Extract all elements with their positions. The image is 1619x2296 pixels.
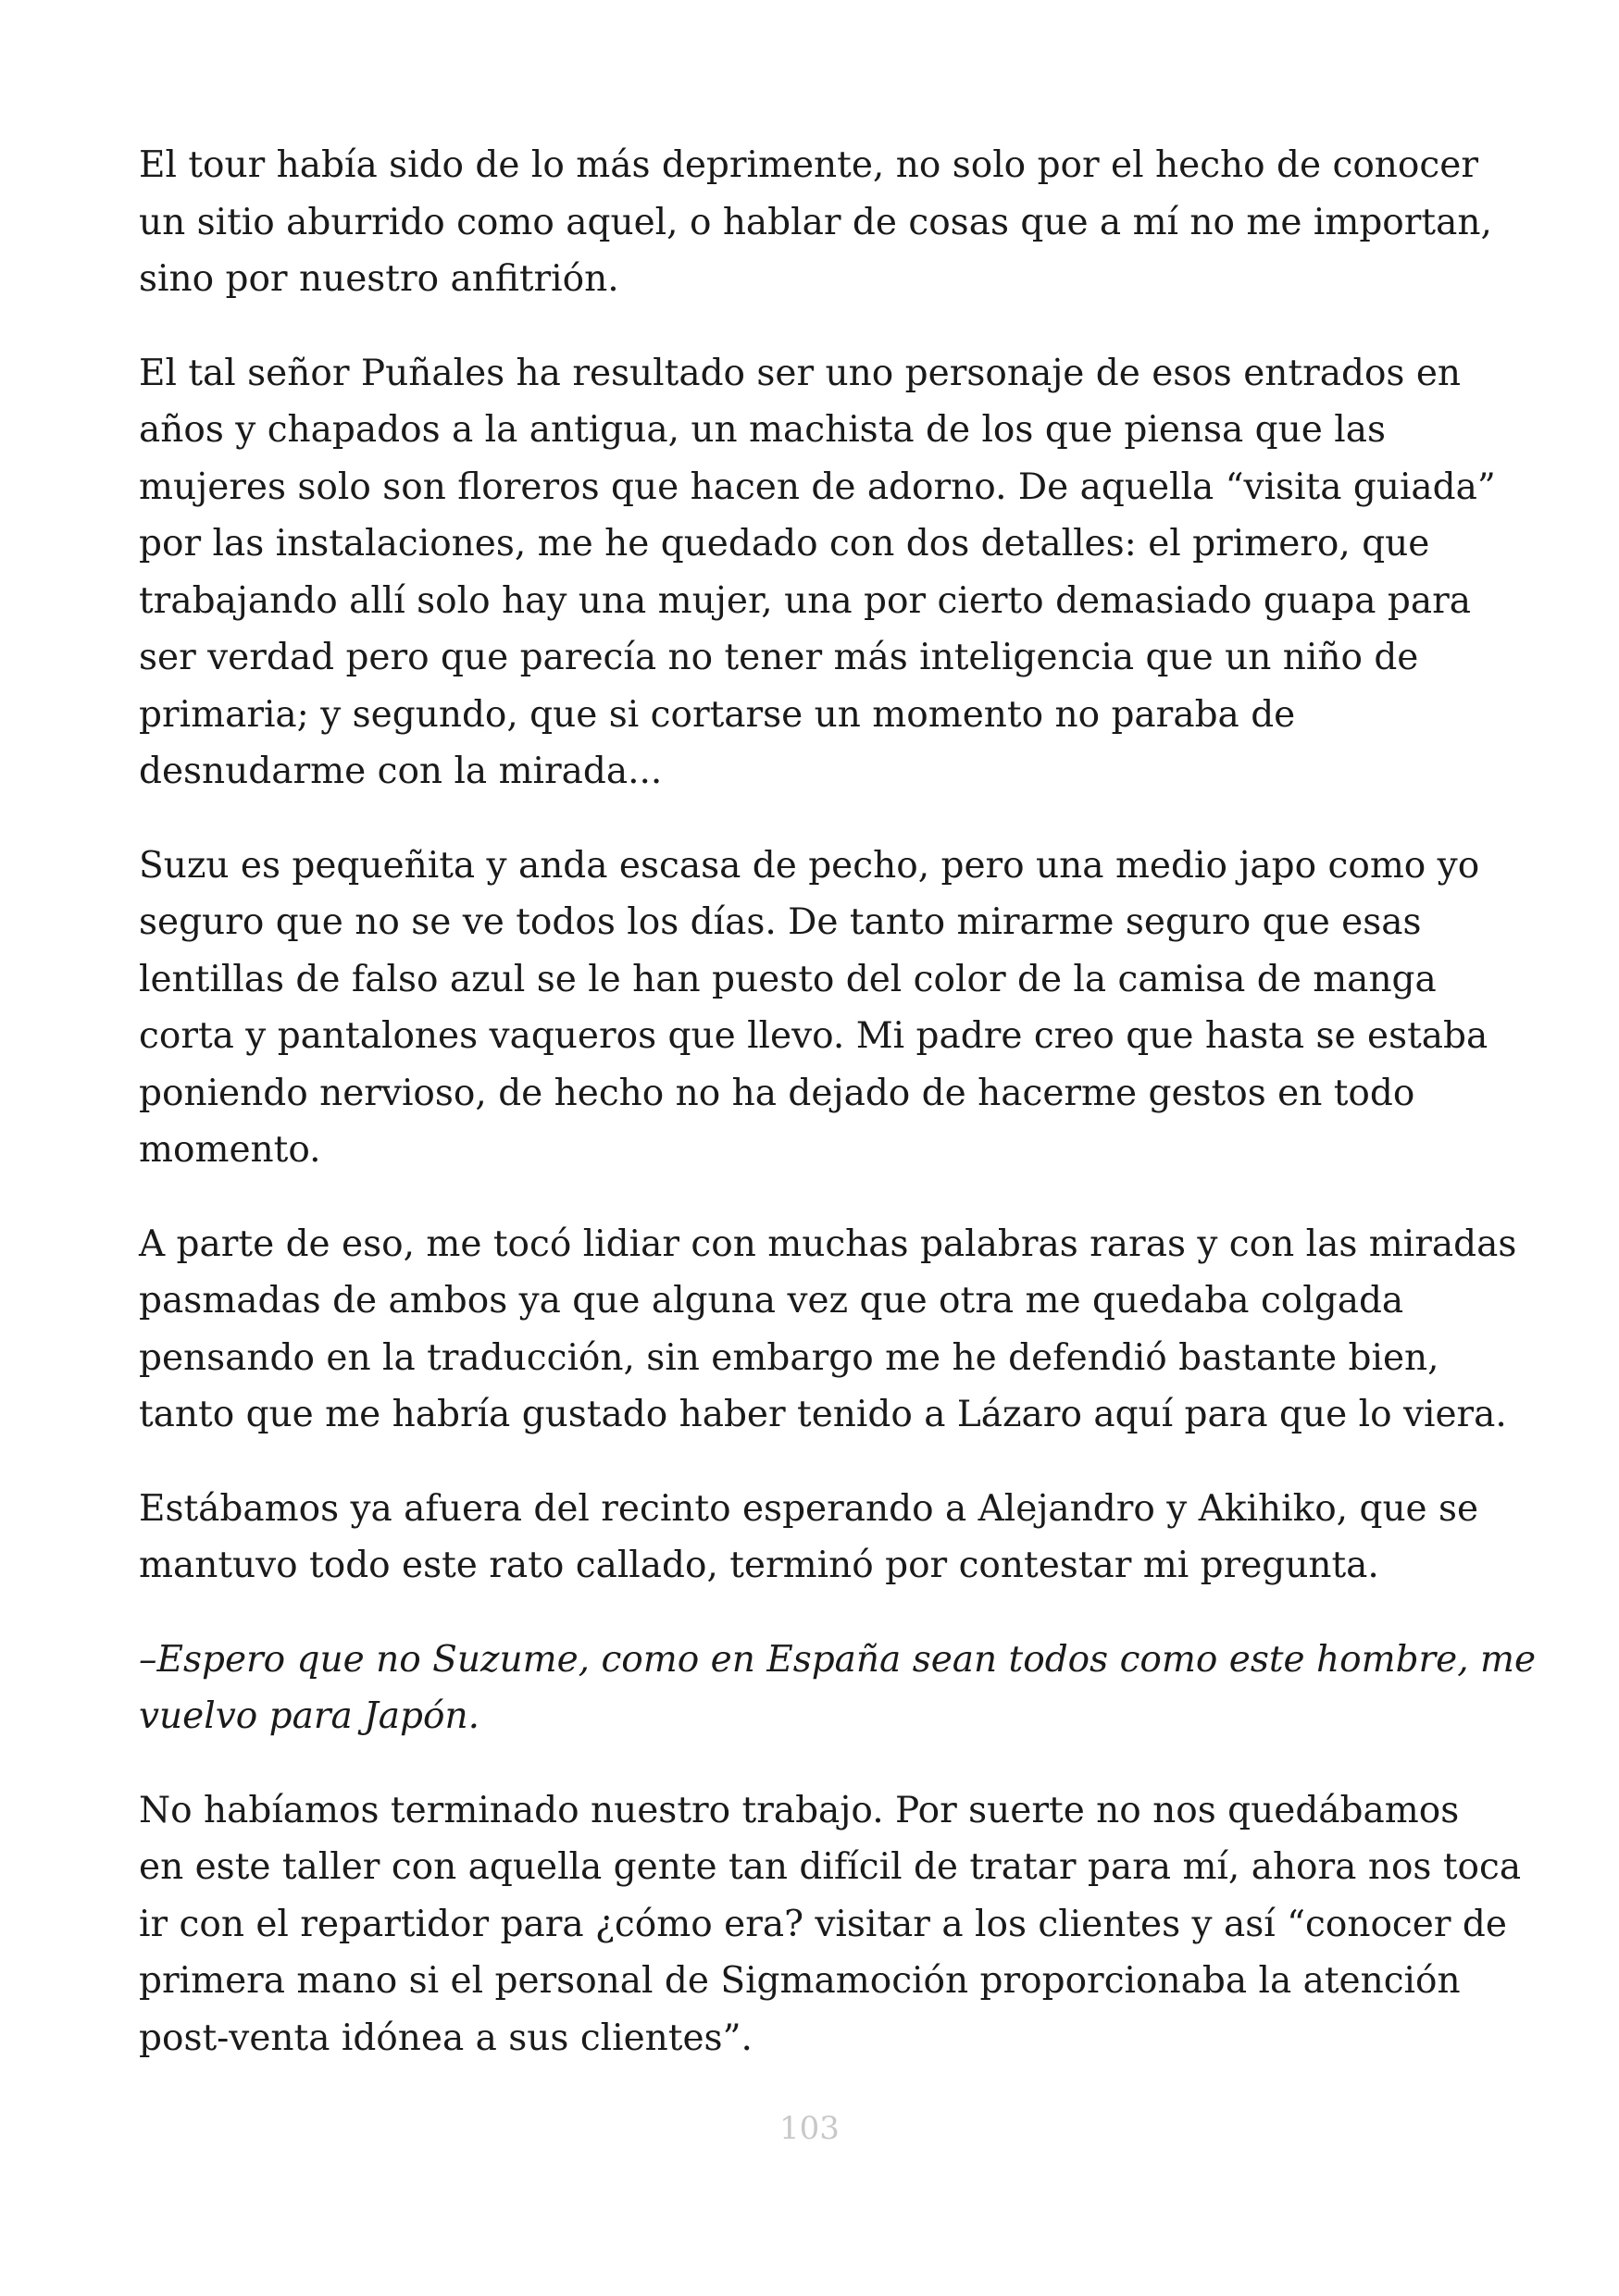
text-line: sino por nuestro anfitrión. [139,258,619,300]
text-line: Estábamos ya afuera del recinto esperando a Alejandro y Akihiko, que se [139,1487,1479,1530]
text-line: mujeres solo son floreros que hacen de adorno. De aquella “visita guiada” [139,465,1496,508]
text-line: años y chapados a la antigua, un machista de los que piensa que las [139,409,1386,451]
text-line: Suzu es pequeñita y anda escasa de pecho, pero una medio japo como yo [139,844,1480,887]
text-line: seguro que no se ve todos los días. De tanto mirarme seguro que esas [139,901,1422,943]
text-line: en este taller con aquella gente tan difícil de tratar para mí, ahora nos toca [139,1846,1522,1888]
text-line: pensando en la traducción, sin embargo me he defendió bastante bien, [139,1336,1439,1379]
paragraph-7 [139,1782,1522,2067]
text-line: poniendo nervioso, de hecho no ha dejado de hacerme gestos en todo [139,1072,1415,1114]
text-line: primaria; y segundo, que si cortarse un momento no paraba de [139,693,1296,736]
paragraph-4 [139,1216,1517,1444]
paragraph-5 [139,1481,1490,1595]
text-line: El tour había sido de lo más deprimente, no solo por el hecho de conocer [139,144,1478,186]
text-line: pasmadas de ambos ya que alguna vez que otra me quedaba colgada [139,1280,1404,1322]
text-line: por las instalaciones, me he quedado con dos detalles: el primero, que [139,523,1430,565]
text-line: No habíamos terminado nuestro trabajo. Por suerte no nos quedábamos [139,1789,1460,1831]
paragraph-1 [139,137,1490,308]
dialogue-paragraph [139,1632,1537,1745]
text-line: mantuvo todo este rato callado, terminó por contestar mi pregunta. [139,1545,1379,1586]
paragraph-3 [139,838,1490,1179]
text-line: ser verdad pero que parecía no tener más inteligencia que un niño de [139,637,1419,678]
text-line: post-venta idónea a sus clientes”. [139,2017,753,2059]
paragraph-2 [139,345,1496,800]
text-line: corta y pantalones vaqueros que llevo. Mi padre creo que hasta se estaba [139,1015,1488,1057]
text-line: El tal señor Puñales ha resultado ser uno personaje de esos entrados en [139,352,1462,394]
text-line: trabajando allí solo hay una mujer, una por cierto demasiado guapa para [139,579,1471,622]
text-line: momento. [139,1129,321,1171]
text-line: desnudarme con la mirada... [139,751,663,792]
text-line: lentillas de falso azul se le han puesto del color de la camisa de manga [139,958,1437,1000]
text-line: primera mano si el personal de Sigmamoción proporcionaba la atención [139,1960,1461,2002]
text-line: ir con el repartidor para ¿cómo era? visitar a los clientes y así “conocer de [139,1903,1507,1945]
text-line: tanto que me habría gustado haber tenido a Lázaro aquí para que lo viera. [139,1394,1507,1435]
text-line: –Espero que no Suzume, como en España sean todos como este hombre, me [139,1638,1537,1681]
body-text [139,137,1537,2104]
page-number: 103 [779,2110,840,2147]
text-line: vuelvo para Japón. [139,1695,479,1737]
text-line: A parte de eso, me tocó lidiar con muchas palabras raras y con las miradas [139,1222,1517,1265]
text-line: un sitio aburrido como aquel, o hablar de cosas que a mí no me importan, [139,201,1492,243]
